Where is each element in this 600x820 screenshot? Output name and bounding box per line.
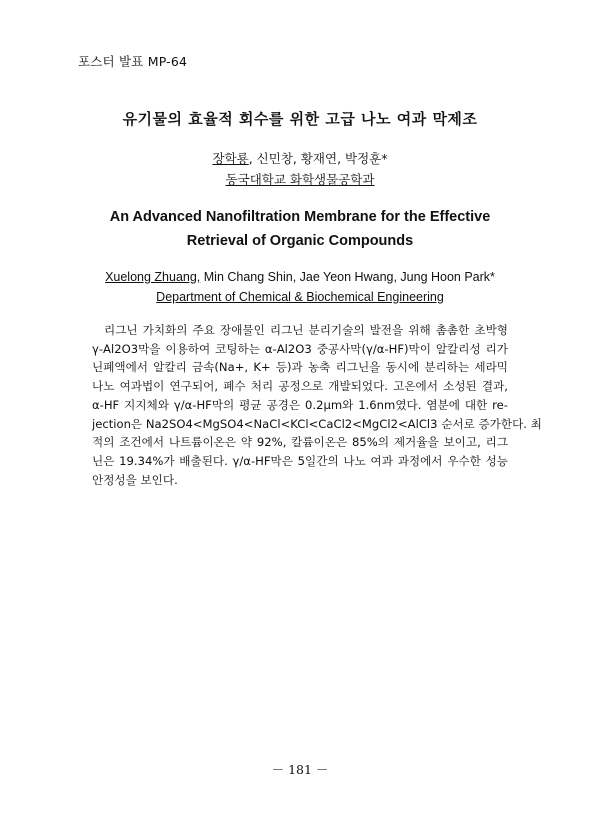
- abstract-line: 닌폐액에서 알칼리 금속(Na+, K+ 등)과 농축 리그닌을 동시에 분리하는 세라믹: [92, 360, 508, 375]
- korean-coauthors: , 신민창, 황재연, 박정훈*: [248, 151, 388, 166]
- abstract-line: 안정성을 보인다.: [92, 472, 178, 487]
- abstract-body: [92, 321, 542, 489]
- abstract-line: 나노 여과법이 연구되어, 폐수 처리 공정으로 개발되었다. 고온에서 소성된 결과,: [92, 379, 508, 394]
- english-presenting-author: Xuelong Zhuang,: [105, 270, 201, 284]
- abstract-line: γ-Al2O3막을 이용하여 코팅하는 α-Al2O3 중공사막(γ/α-HF)막이 알칼리성 리가: [92, 341, 508, 356]
- abstract-line: α-HF 지지체와 γ/α-HF막의 평균 공경은 0.2μm와 1.6nm였다. 염분에 대한 re-: [92, 397, 508, 412]
- abstract-line: 적의 조건에서 나트륨이온은 약 92%, 칼륨이온은 85%의 제거율을 보이고, 리그: [92, 435, 508, 450]
- abstract-line: 닌은 19.34%가 배출된다. γ/α-HF막은 5일간의 나노 여과 과정에서 우수한 성능: [92, 453, 508, 468]
- english-affiliation: Department of Chemical & Biochemical Engineering: [156, 290, 444, 304]
- korean-presenting-author: 장학룡: [212, 151, 249, 166]
- korean-affiliation: 동국대학교 화학생물공학과: [225, 172, 375, 187]
- abstract-line: jection은 Na2SO4<MgSO4<NaCl<KCl<CaCl2<MgCl2<AlCl3 순서로 증가한다. 최: [92, 416, 542, 431]
- session-label: 포스터 발표 MP-64: [78, 54, 188, 69]
- english-title: [0, 205, 600, 253]
- english-title-line-1: An Advanced Nanofiltration Membrane for the Effective: [109, 209, 491, 225]
- abstract-line: 리그닌 가치화의 주요 장애물인 리그닌 분리기술의 발전을 위해 촘촘한 초박형: [104, 323, 508, 337]
- page-number: － 181 －: [271, 762, 329, 777]
- english-authors: [0, 270, 600, 284]
- korean-title: 유기물의 효율적 회수를 위한 고급 나노 여과 막제조: [122, 110, 478, 128]
- english-title-line-2: Retrieval of Organic Compounds: [186, 233, 414, 249]
- english-coauthors: Min Chang Shin, Jae Yeon Hwang, Jung Hoon Park*: [200, 270, 495, 284]
- korean-authors: [0, 149, 600, 167]
